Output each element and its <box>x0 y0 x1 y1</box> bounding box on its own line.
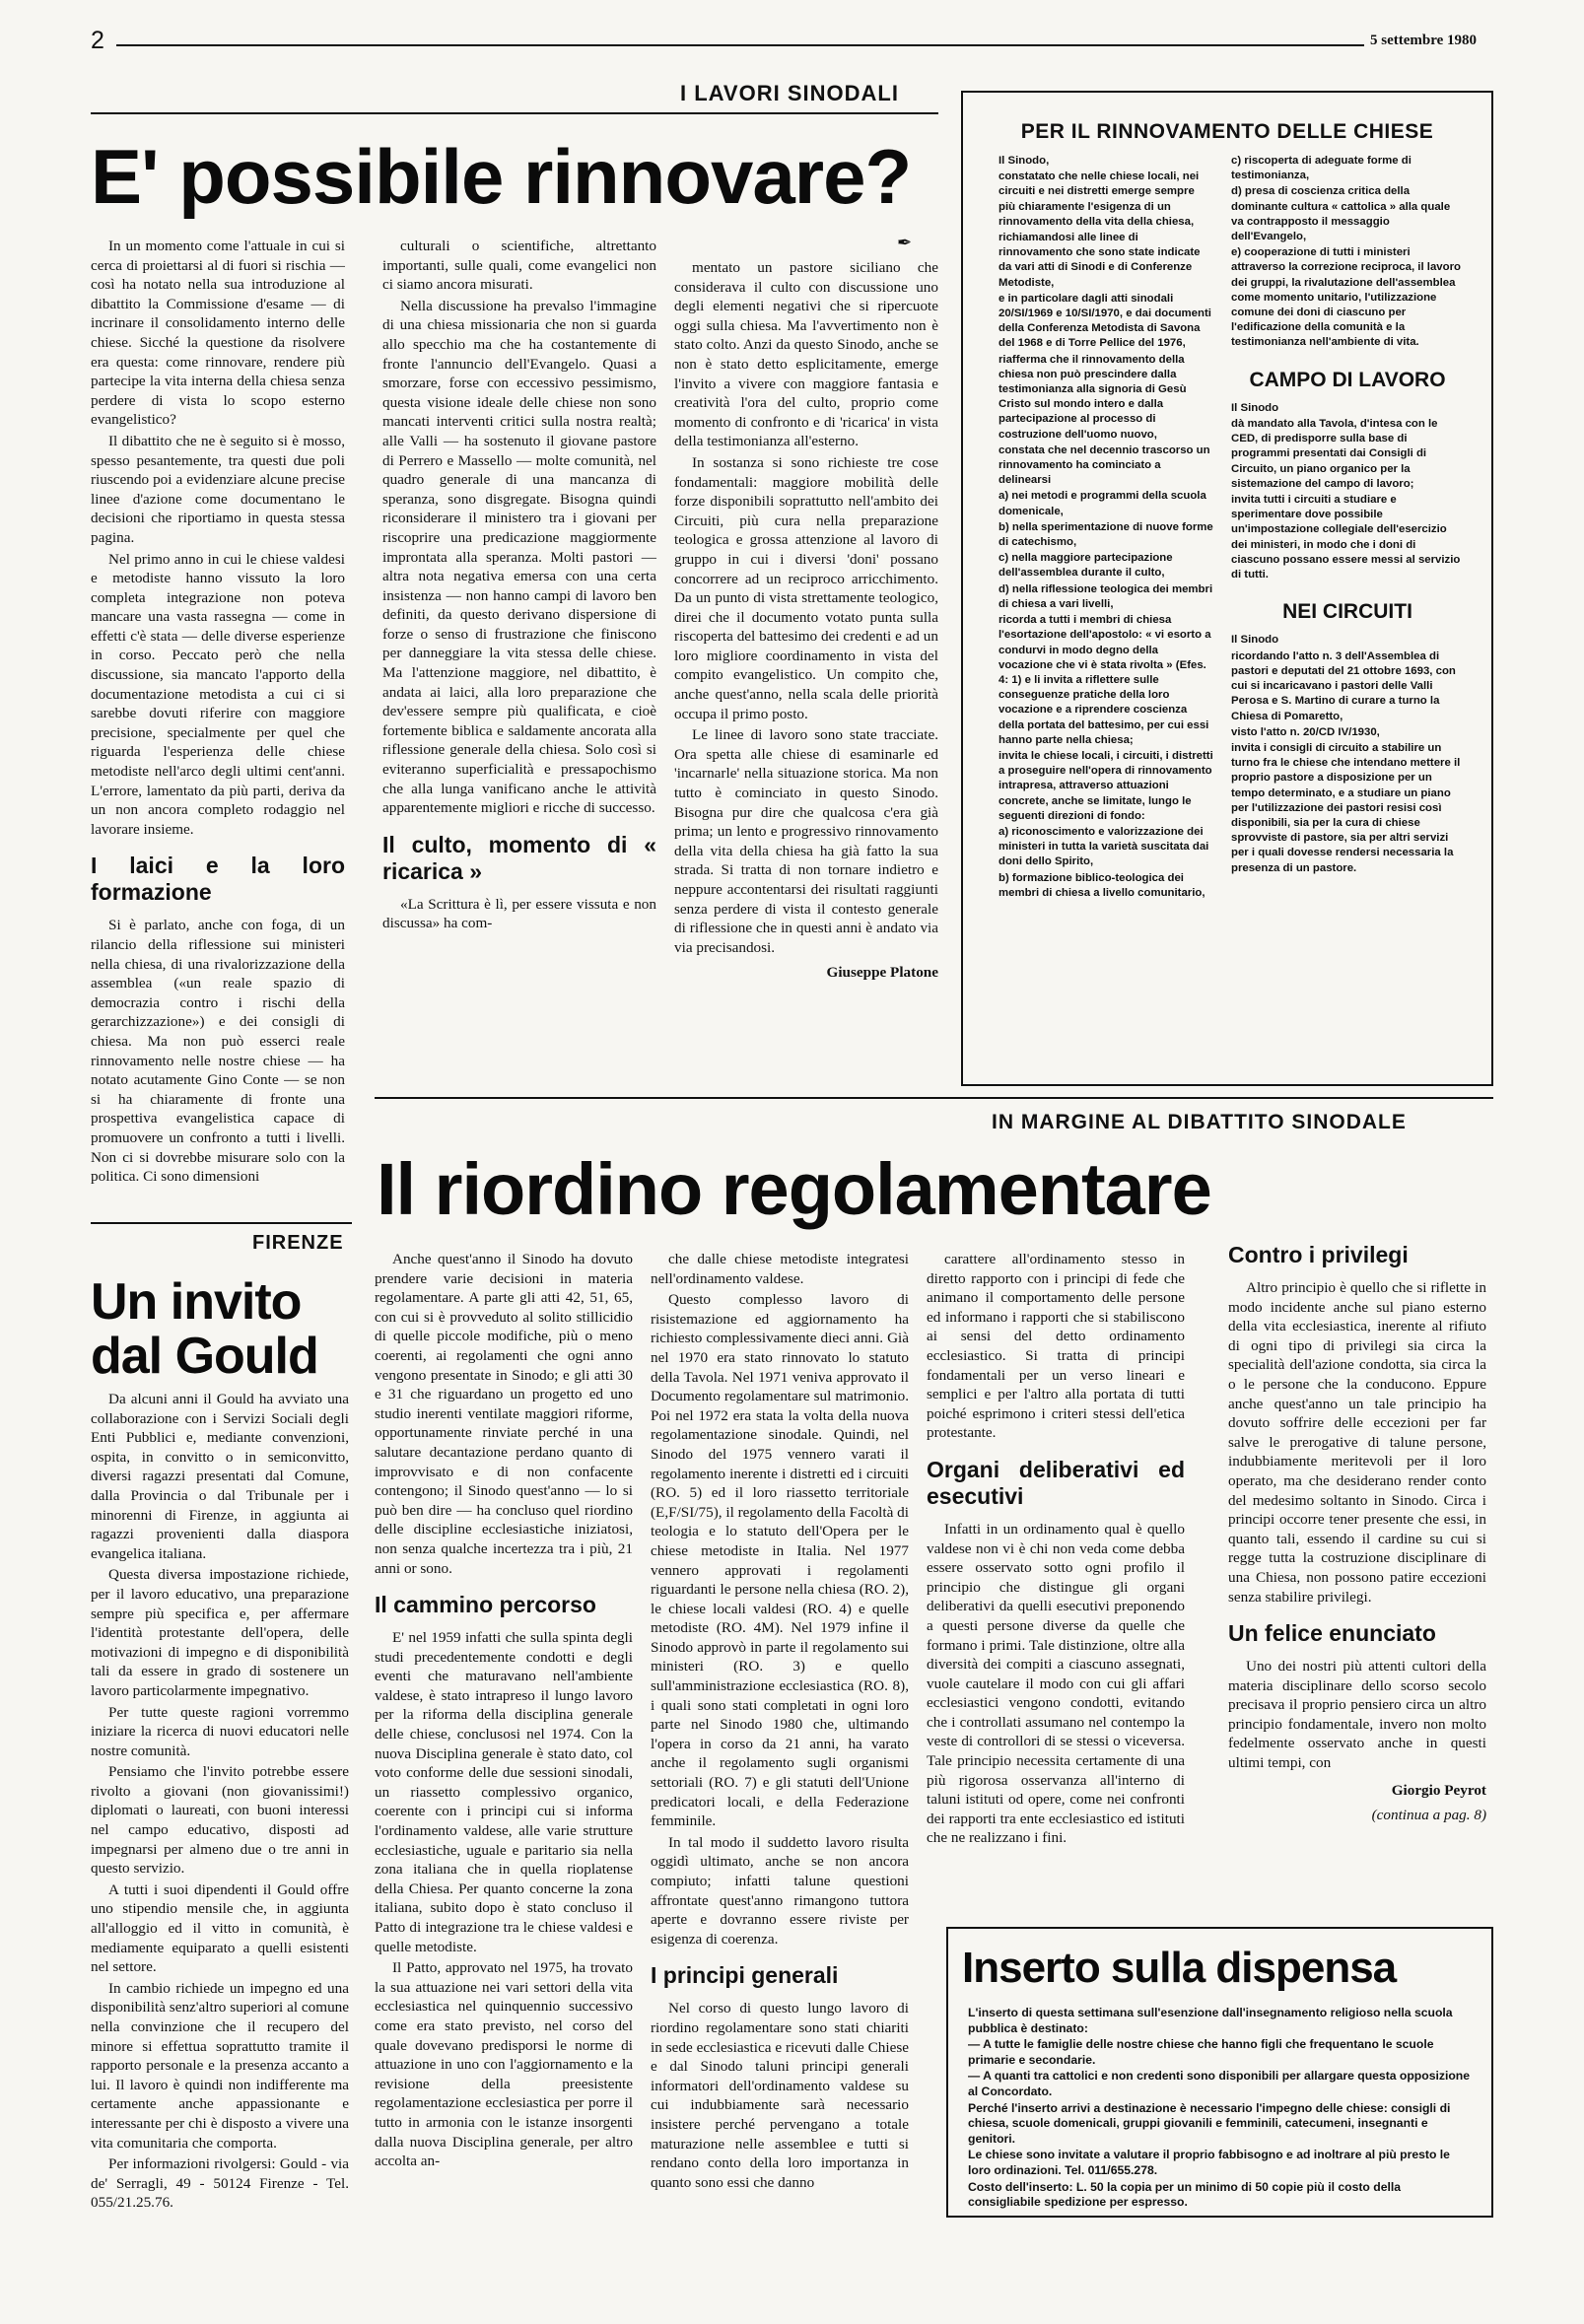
subhead-organi: Organi deliberativi ed esecutivi <box>927 1456 1185 1509</box>
header-rule <box>116 44 1364 46</box>
article-title: E' possibile rinnovare? <box>91 133 912 220</box>
firenze-tag: FIRENZE <box>252 1232 344 1254</box>
firenze-title-2: dal Gould <box>91 1328 318 1385</box>
section-rule <box>91 112 938 114</box>
article2-title: Il riordino regolamentare <box>377 1148 1211 1230</box>
box-title: PER IL RINNOVAMENTO DELLE CHIESE <box>1020 120 1434 143</box>
article1-column-2: culturali o scientifiche, altrettanto importanti, sulle quali, come evangelici non ci siamo ancora misurati. Nella discussione ha prevalso l'immagine di una chiesa missionaria che non si guarda allo specchio ma che ha costantemente di fronte l'annuncio dell'Evangelo. Quasi a smorzare, forse con eccessivo pessimismo, questa visione ideale delle chiese non sono mancati interventi critici sulla nostra realtà; alle Valli — ha sostenuto il giovane pastore di Perrero e Massello — molte comunità, nel quadro generale di una mancanza di speranza, sono disgregate. Bisogna quindi riconsiderare il ministero tra i giovani per riscoprire una predicazione maggiormente improntata alla speranza. Molti pastori — altra nota negativa emersa con una certa insistenza — non hanno campi di lavoro ben definiti, da questo derivano dispersione di forze o senso di frustrazione che finiscono per danneggiare la vita stessa delle chiese. Ma l'attenzione maggiore, nel dibattito, è andata ai laici, alla loro preparazione che dev'essere sempre più qualificata, e cioè fortemente biblica e saldamente ancorata alla riflessione generale della chiesa. Solo così si eviteranno superficialità e pressapochismo che alla lunga vanificano anche le attività apparentemente migliori e ricche di successo. Il culto, momento di « ricarica » «La Scrittura è lì, per essere vissuta e non discussa» ha com- <box>382 238 656 932</box>
box-right-column: c) riscoperta di adeguate forme di testimonianza, d) presa di coscienza critica della dominante cultura « cattolica » alla quale va contrapposto il messaggio dell'Evangelo, e) cooperazione di tutti i ministeri attraverso la correzione reciproca, il lavoro dei gruppi, la rivalutazione dell'assemblea come momento unitario, l'utilizzazione comune dei doni di ciascuno per l'edificazione della comunità e la testimonianza nell'ambiente di vita. CAMPO DI LAVORO Il Sinodo dà mandato alla Tavola, d'intesa con le CED, di predisporre sulla base di programmi presentati dai Consigli di Circuito, un piano organico per la sistemazione del campo di lavoro; invita tutti i circuiti a studiare e sperimentare dove possibile un'impostazione collegiale dell'esercizio dei ministeri, in modo che i doni di ciascuno possano essere messi al servizio di tutti. NEI CIRCUITI Il Sinodo ricordando l'atto n. 3 dell'Assemblea di pastori e deputati del 21 ottobre 1693, con cui si incaricavano i pastori delle Valli Perosa e S. Martino di curare a turno la Chiesa di Pomaretto, visto l'atto n. 20/CD IV/1930, invita i consigli di circuito a stabilire un turno fra le chiese che intendano mettere il proprio pastore a disposizione per un tempo determinato, e a studiare un piano per l'utilizzazione dei pastori resisi così disponibili, sia per la cura di chiese sprovviste di pastore, sia per altri servizi per i quali dovesse rendersi necessaria la presenza di un pastore. <box>1231 154 1464 877</box>
resolutions-box <box>961 91 1493 1086</box>
inserto-title: Inserto sulla dispensa <box>962 1944 1397 1992</box>
article1-author: Giuseppe Platone <box>826 964 938 982</box>
section-tag-lavori-sinodali: I LAVORI SINODALI <box>680 81 899 105</box>
article2-column-1: Anche quest'anno il Sinodo ha dovuto prendere varie decisioni in materia regolamentare. A parte gli atti 42, 51, 65, con cui si è provveduto al solito stillicidio di quelle piccole modifiche, più o meno coerenti, ai regolamenti che ogni anno vengono presentate in Sinodo; e gli atti 30 e 31 che riguardano un progetto ed uno studio inerenti ventilate maggiori riforme, opportunamente rinviate perché in una salutare decantazione perdano quanto di improvvisato e di non confacente contengono; il Sinodo quest'anno — lo si può ben dire — ha concluso quel riordino delle discipline ecclesiastiche iniziatosi, non senza qualche incertezza tra i più, 21 anni or sono. Il cammino percorso E' nel 1959 infatti che sulla spinta degli studi precedentemente condotti e degli eventi che maturavano nell'ambiente valdese, è stato intrapreso il lungo lavoro per la riforma della disciplina generale delle chiese, conclusosi nel 1974. Con la nuova Disciplina generale è stato dato, col voto conforme delle due sessioni sinodali, un riassetto complessivo organico, coerente con i principi cui si informa l'ordinamento valdese, alle varie strutture ecclesiastiche, uguale e paritario sia nella zona italiana che in quella rioplatense della Chiesa. Per quanto concerne la zona italiana, subito dopo è stato concluso il Patto di integrazione tra le chiese valdesi e quelle metodiste. Il Patto, approvato nel 1975, ha trovato la sua attuazione nei vari settori della vita ecclesiastica nel quinquennio successivo come era stato previsto, nel corso del quale dovevano predisporsi le norme di attuazione in uno con l'aggiornamento e la revisione della preesistente regolamentazione ecclesiastica per porre il tutto in armonia con le istanze insorgenti dalla nuova Disciplina generale, per altro accolta an- <box>375 1251 633 2170</box>
circuiti-title: NEI CIRCUITI <box>1282 600 1412 624</box>
subhead-culto: Il culto, momento di « ricarica » <box>382 831 656 884</box>
subhead-felice: Un felice enunciato <box>1228 1620 1436 1647</box>
subhead-principi: I principi generali <box>651 1962 839 1989</box>
article2-author: Giorgio Peyrot <box>1391 1781 1486 1799</box>
article1-column-1: In un momento come l'attuale in cui si cerca di proiettarsi al di fuori si rischia — così ha notato nella sua introduzione al dibattito la Commissione d'esame — di incrinare il consolidamento interno delle chiese. Sicché la questione da risolvere era questa: come rinnovare, rendere più partecipe la vita interna della chiesa senza perdere di vista lo scopo esterno evangelistico? Il dibattito che ne è seguito si è mosso, spesso pesantemente, tra questi due poli riuscendo poi a evidenziare alcune precise linee d'azione come documentano le decisioni che riportiamo in questa stessa pagina. Nel primo anno in cui le chiese valdesi e metodiste hanno vissuto la loro completa integrazione non poteva mancare una vasta rassegna — come in effetti c'è stata — delle diverse esperienze in corso. Peccato però che nella discussione, sia mancato l'apporto della documentazione metodista a cui ci si sarebbe dovuti riferire con maggiore precisione, specialmente per quel che riguarda l'esperienza delle chiese metodiste nell'arco degli ultimi cent'anni. L'errore, lamentato da più parti, deriva da un non ancora completo rodaggio nel lavorare insieme. I laici e la loro formazione Si è parlato, anche con foga, di un rilancio della riflessione sui ministeri nella chiesa, di una rivalorizzazione della assemblea («un reale spazio di democrazia contro i rischi della gerarchizzazione») e dei consigli di chiesa. Ma non può esserci reale rinnovamento nelle nostre chiese — ha notato acutamente Gino Conte — se non si ha chiaramente di fronte una prospettiva evangelistica capace di promuovere un confronto a tutti i livelli. Non ci si dovrebbe misurare solo con la politica. Ci sono dimensioni <box>91 238 345 1186</box>
page-number: 2 <box>91 27 104 54</box>
issue-date: 5 settembre 1980 <box>1370 33 1478 48</box>
article2-column-2: che dalle chiese metodiste integratesi nell'ordinamento valdese. Questo complesso lavoro di risistemazione ed aggiornamento ha richiesto complessivamente dieci anni. Già nel 1970 era stato rinnovato lo statuto della Tavola. Nel 1971 veniva approvato il Documento regolamentare sul matrimonio. Poi nel 1972 era stata la volta della nuova regolamentazione sinodale. Quindi, nel Sinodo del 1975 vennero varati il regolamento inerente i distretti ed i circuiti (RO. 5) ed il loro riassetto territoriale (E,F/SI/75), il regolamento della Facoltà di teologia e lo statuto dell'Opera per le chiese metodiste in Italia. Nel 1977 vennero approvati i regolamenti riguardanti le persone nella chiesa (RO. 2), le chiese locali valdesi (RO. 4) e quelle metodiste (RO. 4M). Nel 1979 infine il Sinodo approvò in parte il regolamento sui ministeri (RO. 3) e quello sull'amministrazione ecclesiastica (RO. 8), i quali sono stati completati in ogni loro parte nel Sinodo 1980 che, ultimando l'opera in corso da 21 anni, ha varato anche il regolamento sugli organismi settoriali (RO. 7) e gli statuti dell'Unione predicatori locali, e della Federazione femminile. In tal modo il suddetto lavoro risulta oggidì ultimato, anche se non ancora compiuto; infatti talune questioni affrontate quest'anno rimangono tuttora aperte e dovranno essere riviste per esigenza di coerenza. I principi generali Nel corso di questo lungo lavoro di riordino regolamentare sono stati chiariti in sede ecclesiastica e ricevuti dalle Chiese e dal Sinodo taluni principi generali informatori dell'ordinamento valdese su cui indubbiamente sarà necessario insistere perché pervengano a totale maturazione nelle assemblee e tutti si rendano conto della loro importanza in quanto sono essi che danno <box>651 1251 909 2191</box>
continua-note: (continua a pag. 8) <box>1371 1807 1486 1824</box>
box-left-column: Il Sinodo, constatato che nelle chiese locali, nei circuiti e nei distretti emerge sempre più chiaramente l'esigenza di un rinnovamento della vita della chiesa, richiamandosi alle linee di rinnovamento che sono state indicate da vari atti di Sinodi e di Conferenze Metodiste, e in particolare dagli atti sinodali 20/SI/1969 e 10/SI/1970, e dai documenti della Conferenza Metodista di Savona del 1968 e di Torre Pellice del 1976, riafferma che il rinnovamento della chiesa non può prescindere dalla testimonianza alla signoria di Gesù Cristo sul mondo intero e dalla partecipazione al processo di costruzione dell'uomo nuovo, constata che nel decennio trascorso un rinnovamento ha cominciato a delinearsi a) nei metodi e programmi della scuola domenicale, b) nella sperimentazione di nuove forme di catechismo, c) nella maggiore partecipazione dell'assemblea durante il culto, d) nella riflessione teologica dei membri di chiesa a vari livelli, ricorda a tutti i membri di chiesa l'esortazione dell'apostolo: « vi esorto a condurvi in modo degno della vocazione che vi è stata rivolta » (Efes. 4: 1) e li invita a riflettere sulle conseguenze pratiche della loro vocazione e a riprendere coscienza della portata del battesimo, per cui essi hanno parte nella chiesa; invita le chiese locali, i circuiti, i distretti a proseguire nell'opera di rinnovamento intrapresa, attraverso attuazioni concrete, anche se limitate, lungo le seguenti direzioni di fondo: a) riconoscimento e valorizzazione dei ministeri in tutta la varietà suscitata dai doni dello Spirito, b) formazione biblico-teologica dei membri di chiesa a livello comunitario, <box>999 155 1213 899</box>
article2-tag: IN MARGINE AL DIBATTITO SINODALE <box>992 1111 1407 1133</box>
subhead-laici: I laici e la loro formazione <box>91 853 345 906</box>
article2-column-4: Contro i privilegi Altro principio è quello che si riflette in modo incidente anche sul piano esterno della vita ecclesiastica, inerente al rifiuto di ogni tipo di privilegi sia circa la specialità dell'azione condotta, sia circa la o le persone che la conducono. Eppure anche quest'anno un tale principio ha dovuto soffrire delle eccezioni per far salve le prerogative di talune persone, indubbiamente meritevoli per il loro operato, ma che desiderano render conto del medesimo soltanto in Sinodo. Circa i principi occorre tener presente che essi, in quanto tali, essendo il cardine su cui si regge tutta la costruzione disciplinare di una Chiesa, non possono patire eccezioni senza stabilire privilegi. Un felice enunciato Uno dei nostri più attenti cultori della materia disciplinare dello scorso secolo precisava il proprio pensiero circa un altro principio fondamentale, invero non molto fedelmente osservato anche in questi ultimi tempi, con Giorgio Peyrot (continua a pag. 8) <box>1228 1242 1486 1824</box>
article1-column-3: mentato un pastore siciliano che considerava il culto con discussione uno degli elementi negativi che si ripercuote oggi sulla chiesa. Ma l'avvertimento non è stato colto. Anzi da questo Sinodo, anche se non è stato detto esplicitamente, emerge l'invito a vivere con maggiore fantasia e creatività l'ora del culto, proprio come momento di confronto e di 'ricarica' in vista della testimonianza all'esterno. In sostanza si sono richieste tre cose fondamentali: maggiore mobilità delle forze disponibili soprattutto nell'ambito dei Circuiti, più cura nella preparazione teologica e grossa attenzione al lavoro di gruppo in cui i diversi 'doni' possano concorrere ad un reciproco arricchimento. Da un punto di vista strettamente teologico, direi che il documento votato punta sulla riscoperta del battesimo dei credenti e ad un loro migliore coordinamento in vista del compito evangelistico. Un compito che, anche quest'anno, nella scala delle priorità occupa il primo posto. Le linee di lavoro sono state tracciate. Ora spetta alle chiese di esaminarle ed 'incarnarle' nella situazione storica. Ma non tutto è cominciato in questo Sinodo. Bisogna pur dire che qualcosa c'era già prima; un lento e progressivo rinnovamento della vita della chiesa ha già fatto la sua strada. Si tratta di non tornare indietro e neppure accontentarsi dei risultati raggiunti senza perdere di vista il contesto generale di riflessione che in questi anni è andato via via precisandosi. Giuseppe Platone <box>674 259 938 982</box>
firenze-body: Da alcuni anni il Gould ha avviato una collaborazione con i Servizi Sociali degli Enti Pubblici e, mediante convenzioni, ospita, in convitto o in semiconvitto, diversi ragazzi presentati dal Comune, dalla Provincia o dal Tribunale per i minorenni di Firenze, in aggiunta ai ragazzi provenienti dalla diaspora evangelica italiana. Questa diversa impostazione richiede, per il lavoro educativo, una preparazione sempre più specifica e, per affermare l'identità protestante dell'opera, delle motivazioni di impegno e di disponibilità tali da essere in grado di sostenere un lavoro particolarmente impegnativo. Per tutte queste ragioni vorremmo iniziare la ricerca di nuovi educatori nelle nostre comunità. Pensiamo che l'invito potrebbe essere rivolto a giovani (non giovanissimi!) diplomati o laureati, con buoni interessi nel campo educativo, disposti ad impegnarsi per almeno due o tre anni in questo servizio. A tutti i suoi dipendenti il Gould offre uno stipendio mensile che, in aggiunta all'alloggio ed il vitto in comunità, è mediamente equiparato a quelli esistenti nel settore. In cambio richiede un impegno ed una disponibilità senz'altro superiori al comune nella convinzione che il recupero del minore si effettua soprattutto tramite il rapporto personale e la presenza accanto a lui. Il lavoro è quindi non indifferente ma certamente anche appassionante e interessante per chi è disposto a vivere una vita comunitaria che comporta. Per informazioni rivolgersi: Gould - via de' Serragli, 49 - 50124 Firenze - Tel. 055/21.25.76. <box>91 1391 349 2212</box>
decorative-icon: ✒ <box>897 233 913 252</box>
firenze-rule <box>91 1222 352 1224</box>
campo-title: CAMPO DI LAVORO <box>1249 368 1446 391</box>
firenze-title-1: Un invito <box>91 1273 302 1331</box>
article2-column-3: carattere all'ordinamento stesso in diretto rapporto con i principi di fede che animano il comportamento delle persone ed informano i rapporti che si stabiliscono ai sensi del detto ordinamento ecclesiastico. Si tratta di principi fondamentali per un verso lineari e semplici e per l'altro alla portata di tutti poiché esprimono i criteri stessi dell'etica protestante. Organi deliberativi ed esecutivi Infatti in un ordinamento qual è quello valdese non vi è chi non veda come debba essere osservato sotto ogni profilo il principio che distingue gli organi deliberativi da quelli esecutivi preponendo a questi persone diverse da quelle che formano i primi. Tale distinzione, oltre alla diversità dei compiti a ciascuno assegnati, vuole cautelare il modo con cui gli affari ecclesiastici vengono condotti, evitando che i controllati assumano nel contempo la veste di controllori di se stessi o viceversa. Tale principio necessita certamente di una più rigorosa osservanza all'interno di taluni istituti od opere, come nei confronti dei rapporti tra ente ecclesiastico ed istituti che ne realizzano i fini. <box>927 1251 1185 1847</box>
inserto-body: L'inserto di questa settimana sull'esenzione dall'insegnamento religioso nella scuola pubblica è destinato: — A tutte le famiglie delle nostre chiese che hanno figli che frequentano le scuole primarie e secondarie. — A quanti tra cattolici e non credenti sono disponibili per allargare questa opposizione al Concordato. Perché l'inserto arrivi a destinazione è necessario l'impegno delle chiese: consigli di chiesa, scuole domenicali, gruppi giovanili e femminili, catecumeni, insegnanti e genitori. Le chiese sono invitate a valutare il proprio fabbisogno e ad inoltrare al più presto le loro ordinazioni. Tel. 011/655.278. Costo dell'inserto: L. 50 la copia per un minimo di 50 copie più il costo della consigliabile spedizione per espresso. <box>968 2006 1471 2210</box>
subhead-cammino: Il cammino percorso <box>375 1592 596 1618</box>
article2-rule <box>375 1097 1493 1099</box>
subhead-privilegi: Contro i privilegi <box>1228 1242 1409 1267</box>
inserto-box <box>946 1927 1493 2218</box>
